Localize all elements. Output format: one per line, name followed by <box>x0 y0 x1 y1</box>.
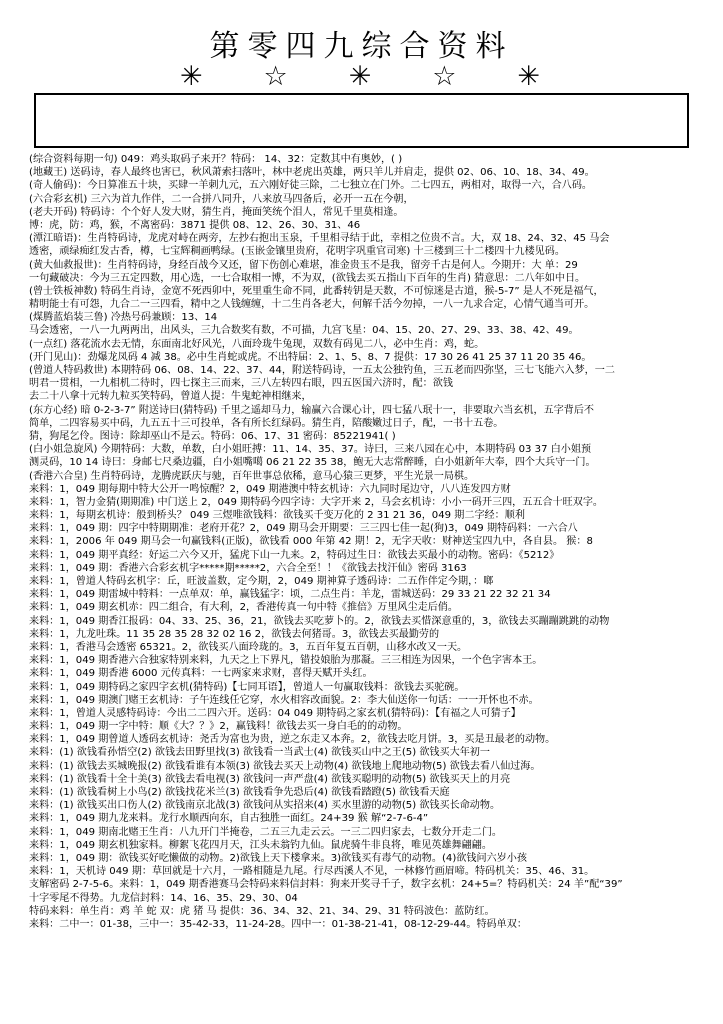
text-line: 来料：1，049 期香港 6000 元传真料：一七两家来求财，喜得天赋开头红。 <box>29 668 373 680</box>
text-line: (香港六合皇) 生肖特码诗，龙腾虎跃庆与驰，百年世事总依稀，意马心猿三更梦，平生光景一局棋。 <box>29 470 475 482</box>
text-line: 一句藏破决：今为三五定四数，用心选，一七合取相一博，不为双，(欲钱去买五指山下百年的生肖) 猜意思：二八年如中日。 <box>29 272 586 284</box>
text-line: 马会透密，一八一九两两出，出风头，三九合数奖有数，不可描，九宫飞星：04、15、20、27、29、33、38、42、49。 <box>29 325 579 337</box>
text-line: (东方心经) 暗 0-2-3-7” 附送诗曰(猜特码) 千里之遥却马力，输赢六合课心计，四七猛八珉十一，非要取六当玄机，五字背后不 <box>29 404 595 416</box>
outline-star-icon: ☆ <box>263 61 288 92</box>
text-line: (潭江暗语)：生肖特码诗，龙虎对峙在两旁，左抄右抱出玉泉，千里相寻结于此，幸相之位贵不言。大，双 18、24、32、45 马会 <box>29 233 610 245</box>
asterisk-star-icon: ✳ <box>517 61 540 92</box>
text-line: (曾士铁板神数) 特码生肖诗，金宽不死西卯中，死里重生命不同，此番转钥是天数，不可惊迷是古道，猴-5-7” 是人不死是福气， <box>29 285 604 297</box>
text-line: (六合彩玄机) 三六为首九作伴，二一合拼八同升，八来放马四备后，必开一五在今朝， <box>29 193 414 205</box>
text-line: 来料：1，2006 年 049 期马会一句赢钱料(正版)，欲钱看 000 年第 42 期！2，无字天收：财神送宝四九中，各自县。 猴：8 <box>29 536 593 548</box>
text-line: (老夫开码) 特码诗：个个好人发大财，猜生肖，掩面笑统个泪人，常见千里莫相逢。 <box>29 206 404 218</box>
text-content <box>29 153 709 1021</box>
text-line: 博：虎，防：鸡，猴，不离密码：3871 提供 08、12、26、30、31、46 <box>29 219 361 231</box>
text-line: 特码来料：单生肖：鸡 羊 蛇 双：虎 猪 马 提供：36、34、32、21、34、29、31 特码波色：蓝防红。 <box>29 905 495 917</box>
blank-banner-box <box>34 93 689 148</box>
text-line: 来料：1，九龙吐珠。11 35 28 35 28 32 02 16 2，欲钱去何猪哥。3，欲钱去买最勤劳的 <box>29 628 440 640</box>
text-line: 来料：(1) 欲钱看树上小鸟(2) 欲钱找花米兰(3) 欲钱看争先恐后(4) 欲钱看踏蹬(5) 欲钱看天庭 <box>29 787 450 798</box>
text-line: 来料：1，049 期雷城中特料：一点单双：单，赢钱猛字：顷，二点生肖：羊龙，雷城送码：29 33 21 22 32 21 34 <box>29 589 551 601</box>
text-line: 来料：(1) 欲钱买出口伤人(2) 欲钱南京北战(3) 欲钱问从实招来(4) 买水里游的动物(5) 欲钱买长命动物。 <box>29 800 501 812</box>
text-line: (综合资料每期一句) 049：鸡头取码子来开？特码： 14、32：定数其中有奥妙，( ) <box>29 154 403 165</box>
text-line: 精明能士有可怨，九合二一三四看，精中之人钱缠缠，十二生肖各老大，何解千活今勿掉，一八一九求合定，心情气通当可开。 <box>29 299 595 311</box>
text-line: (地藏王) 送码诗，春人最终也害已，秋风萧索扫落叶，林中老虎出英雄，两只羊儿并肩走，提供 02、06、10、18、34、49。 <box>29 167 595 179</box>
text-line: 来料：1，每期玄机诗：般到桥头？ 049 三煜唯欲钱料：欲钱买千变万化的 2 31 21 36，049 期二字经：顺利 <box>29 510 525 522</box>
text-line: 去二十八拿十元转九粒买笑特码，曾道人提：牛鬼蛇神相继来， <box>29 391 312 403</box>
star-decoration-row <box>180 62 540 92</box>
text-line: 来料：1，049 期特码之家四字玄机(猜特码)【七同耳语】，曾道人一句赢取钱料：欲钱去买驼碗。 <box>29 681 465 693</box>
text-line: 来料：1，049 期南北赌王生肖：八九开门半掩卷，二五三九走云云。一三二四归家去，七数分开走二门。 <box>29 826 503 838</box>
text-line: 来料：1，曾道人灵感特码诗：今出二二四六开。送码：04 049 期特码之家玄机(猜特码)：【有福之人可猜子】 <box>29 707 521 719</box>
text-line: 来料：1，曾道人特码玄机字：丘，旺波盖数，定今期，2，049 期神算子透码诗：二五作伴定今期，：啷 <box>29 576 494 587</box>
text-line: (煤腾蓝焰装三鲁) 冷热号码兼顾：13、14 <box>29 312 218 324</box>
text-line: 来料：1，049 期每期中特大公开一鸣惊醒？2，049 期港澳中特玄机诗：六九同时尾边守，八八连发四方财 <box>29 483 511 495</box>
text-line: (一点红) 落花流水去无情，东面南北好风光，八面玲珑牛兔现，双数有码见二八，必中生肖：鸡，蛇。 <box>29 338 485 350</box>
asterisk-star-icon: ✳ <box>180 61 203 92</box>
text-line: 来料：(1) 欲钱去买城晚报(2) 欲钱看谁有本领(3) 欲钱去买天上动物(4) 欲钱地上爬地动物(5) 欲钱去看八仙过海。 <box>29 760 541 772</box>
text-line: 来料：1，049 期曾道人透码玄机诗：尧舌为富也为贵，逆之东走又本奔。2，欲钱去吃月饼。3，买是丑最老的动物。 <box>29 734 556 746</box>
text-line: 来料：1，049 期：香港六合彩玄机字*****期*****2，六合全至！！《欲钱去找汗仙》密码 3163 <box>29 562 467 574</box>
text-line: 来料：1，049 期：欲钱买好吃懒做的动物。2)欲钱上天下楼拿来。3)欲钱买有毒气的动物。(4)欲钱问六岁小孩 <box>29 852 527 864</box>
asterisk-star-icon: ✳ <box>348 61 372 92</box>
text-line: 来料：1，049 期香江报码：04、33、25、36，21，欲钱去买吃萝卜的。2，欲钱去买惜深意重的，3，欲钱去买蹦蹦跳跳的动物 <box>29 615 610 627</box>
text-line: 明君一贯相，一九相机二待时，四七探主三而来，三八左转四右眼，四五医国六济时，配：欲钱 <box>29 378 453 390</box>
text-line: 简单，二四容易买中码，九五五十三可投单，各有所长红绿码。猜生肖，陪酸嫩过日子，配，一书十五卷。 <box>29 417 504 429</box>
text-line: 来料：1，049 期九龙来料。龙行水顺西向东，自古独胜一面红。24+39 猴 解“2-7-6-4” <box>29 813 429 825</box>
text-line: 支解密码 2-7-5-6。来料：1，049 期香港赛马会特码来料信封料：狗来开奖寻千子，数字玄机：24+5=？特码机关：24 羊”配“39” <box>29 879 623 891</box>
text-line: 来料：(1) 欲钱看孙悟空(2) 欲钱去田野里找(3) 欲钱看一当武士(4) 欲钱买山中之王(5) 欲钱买大年初一 <box>29 747 490 759</box>
text-line: 来料：1，049 期玄机独家料。柳絮飞花四月天，江头未翁钓九仙。鼠虎骑牛非良将，唯见英雄舞翩翩。 <box>29 839 492 851</box>
text-line: (开门见山)：劲爆龙凤码 4 减 38。必中生肖蛇或虎。不出特届：2、1、5、8、7 提供：17 30 26 41 25 37 11 20 35 46。 <box>29 351 592 363</box>
text-line: 来料：1，香港马会透密 65321。2，欲钱买八面玲珑的。3，五百年复五百朝，山移水改又一天。 <box>29 641 468 653</box>
text-line: (奇人偷码)：今日算准五十块，买肆一羊刺九元，五六刚好徒三除，二七独立在门外。二七四五，两相对，取得一六，合八码。 <box>29 180 593 192</box>
page-title: 第零四九综合资料 <box>209 29 514 64</box>
text-line: 来料：1，049 期玄机赤：四二组合，有大利，2，香港传真一句中特《推倍》万里风尘走后俏。 <box>29 602 458 614</box>
text-line: 十字零尾不得势。九龙信封料：14、16、35、29、30、04 <box>29 892 298 904</box>
text-line: (曾道人特码救世) 本期特码 06、08、14、22、37、44，附送特码诗，一五太公独钓鱼，三五老而四弥坚，三七飞能六入梦，一二 <box>29 365 615 376</box>
text-line: 来料：1，049 期：四字中特期期准：老府开花？2，049 期马会开期要：三三四七佳一起(狗)3，049 期特码料：一六合八 <box>29 523 578 535</box>
text-line: 来料：(1) 欲钱看十全十美(3) 欲钱去看电视(3) 欲钱问一声严盘(4) 欲钱买聪明的动物(5) 欲钱买天上的月亮 <box>29 773 511 785</box>
text-line: 测灵码，10 14 诗曰：身邮七尺桑边疆，白小姐嘴噶 06 21 22 35 38，鲍无大志常醉睡，白小姐新年大奉，四个大兵守一门。 <box>29 457 596 469</box>
text-line: 来料：1，049 期一字中特：顺《大？？》2，赢钱料！欲钱去买一身白毛的的动物。 <box>29 721 408 733</box>
text-line: 透密，顽绿痴红发古香，樽，七宝辉稠画鸭绿。(玉嵌金镶里贵府，花明字巩重官司寒) 十三楼到三十二楼四十九楼见码。 <box>29 246 565 258</box>
text-line: (黄大仙救报世)：生肖特码诗，身经百战今又还，留下伤创心难堪，准金贵玉不是我，留旁千古是何人。今期开：大 单：29 <box>29 259 578 271</box>
text-line: 来料：1，智力金猜(期期准) 中门送上 2，049 期特码今四字诗：大字开来 2，马会玄机诗：小小一码开三四，五五合十旺双字。 <box>29 496 604 508</box>
text-line: 来料：1，049 期香港六合独家特别来料，九天之上下界凡，错投娘胎为那凝。三三相连为因果，一个色字害本王。 <box>29 655 543 667</box>
text-line: 来料：1，天机诗 049 期：草回就是十六月，一路相随是九尾。行尽西溪人不见，一林修竹画眉啼。特码机关：35、46、31。 <box>29 866 595 878</box>
text-line: 来料：1，049 期澳门赌王玄机诗：子午连线任它穿，水火相容改面貌。2：李大仙送你一句话：一一开怀也不赤。 <box>29 694 539 706</box>
text-line: 猜，狗尾乞伶。图诗：除却巫山不是云。特码：06、17、31 密码：85221941( ) <box>29 430 396 442</box>
text-line: 来料：1，049 期平真经：好运二六今又开，猛虎下山一九来。2，特码过生日：欲钱去买最小的动物。密码：《5212》 <box>29 549 560 561</box>
text-line: (白小姐急旋风) 今期特码：大数，单数，白小姐旺搏：11、14、35、37。诗曰，三来八园在心中，本期特码 03 37 白小姐预 <box>29 444 592 456</box>
text-line: 来料：二中一：01-38，三中一：35-42-33，11-24-28。四中一：01-38-21-41，08-12-29-44。特码单双： <box>29 918 527 930</box>
outline-star-icon: ☆ <box>432 61 457 92</box>
